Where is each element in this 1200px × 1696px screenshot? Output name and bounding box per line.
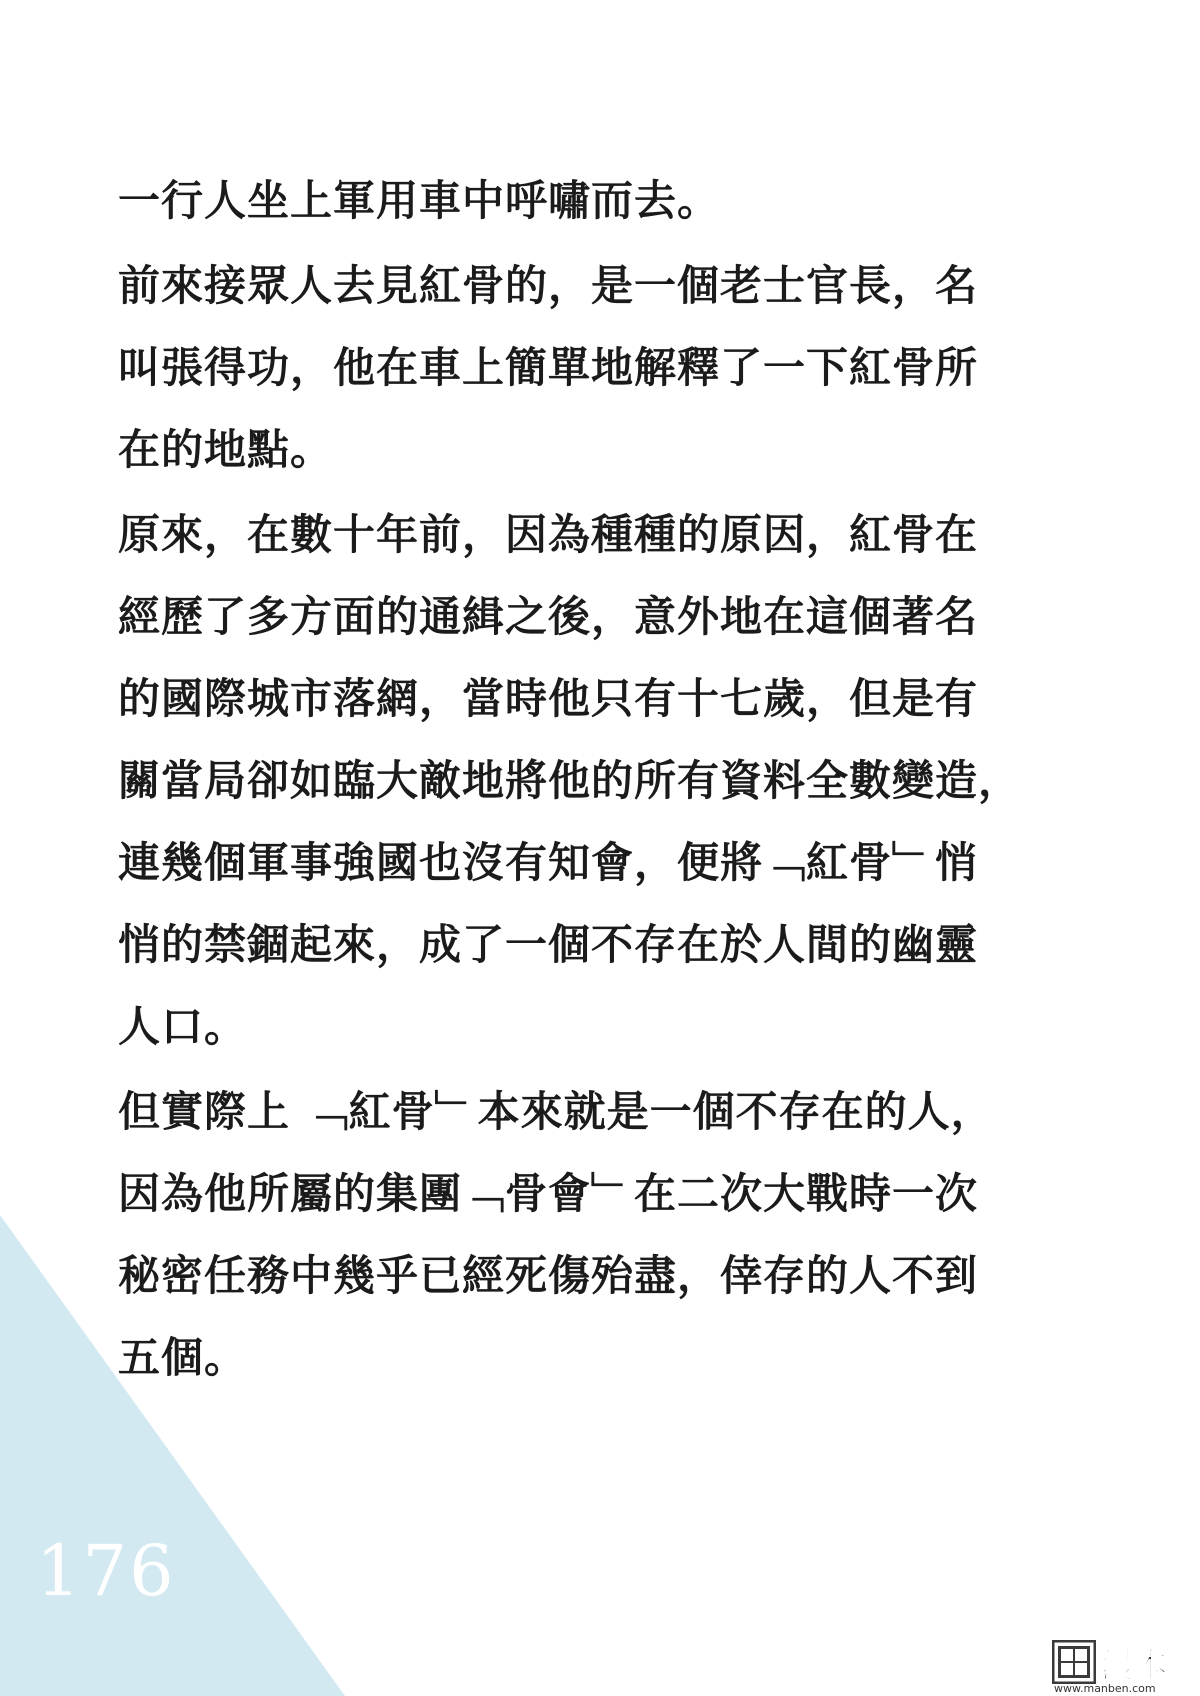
paragraph [118,245,1098,491]
watermark [1052,1640,1198,1694]
body-text [118,160,1098,1399]
text-line: 悄的禁錮起來，成了一個不存在於人間的幽靈 [118,920,979,969]
text-line: 人口。 [118,1002,248,1051]
paragraph [118,494,1098,1068]
text-line: 在的地點。 [118,425,334,474]
text-line: 叫張得功，他在車上簡單地解釋了一下紅骨所 [118,343,979,392]
text-line: 前來接眾人去見紅骨的，是一個老士官長，名 [118,261,979,310]
text-line: 經歷了多方面的通緝之後，意外地在這個著名 [118,592,979,641]
text-line: 秘密任務中幾乎已經死傷殆盡，倖存的人不到 [118,1251,979,1300]
watermark-url: www.manben.com [1054,1682,1156,1695]
text-line: 一行人坐上軍用車中呼嘯而去。 [118,176,721,225]
manben-logo-icon [1052,1640,1096,1684]
paragraph [118,1071,1098,1399]
paragraph [118,160,1098,242]
text-line: 因為他所屬的集團﹁骨會﹂在二次大戰時一次 [118,1169,979,1218]
text-line: 關當局卻如臨大敵地將他的所有資料全數變造， [118,756,1022,805]
text-line: 五個。 [118,1333,248,1382]
page-number: 176 [36,1530,176,1612]
text-line: 原來，在數十年前，因為種種的原因，紅骨在 [118,510,979,559]
text-line: 但實際上 ﹁紅骨﹂本來就是一個不存在的人， [118,1087,994,1136]
text-line: 的國際城市落網，當時他只有十七歲，但是有 [118,674,979,723]
watermark-brand: 漫本 [1100,1646,1168,1686]
text-line: 連幾個軍事強國也沒有知會，便將﹁紅骨﹂悄 [118,838,979,887]
